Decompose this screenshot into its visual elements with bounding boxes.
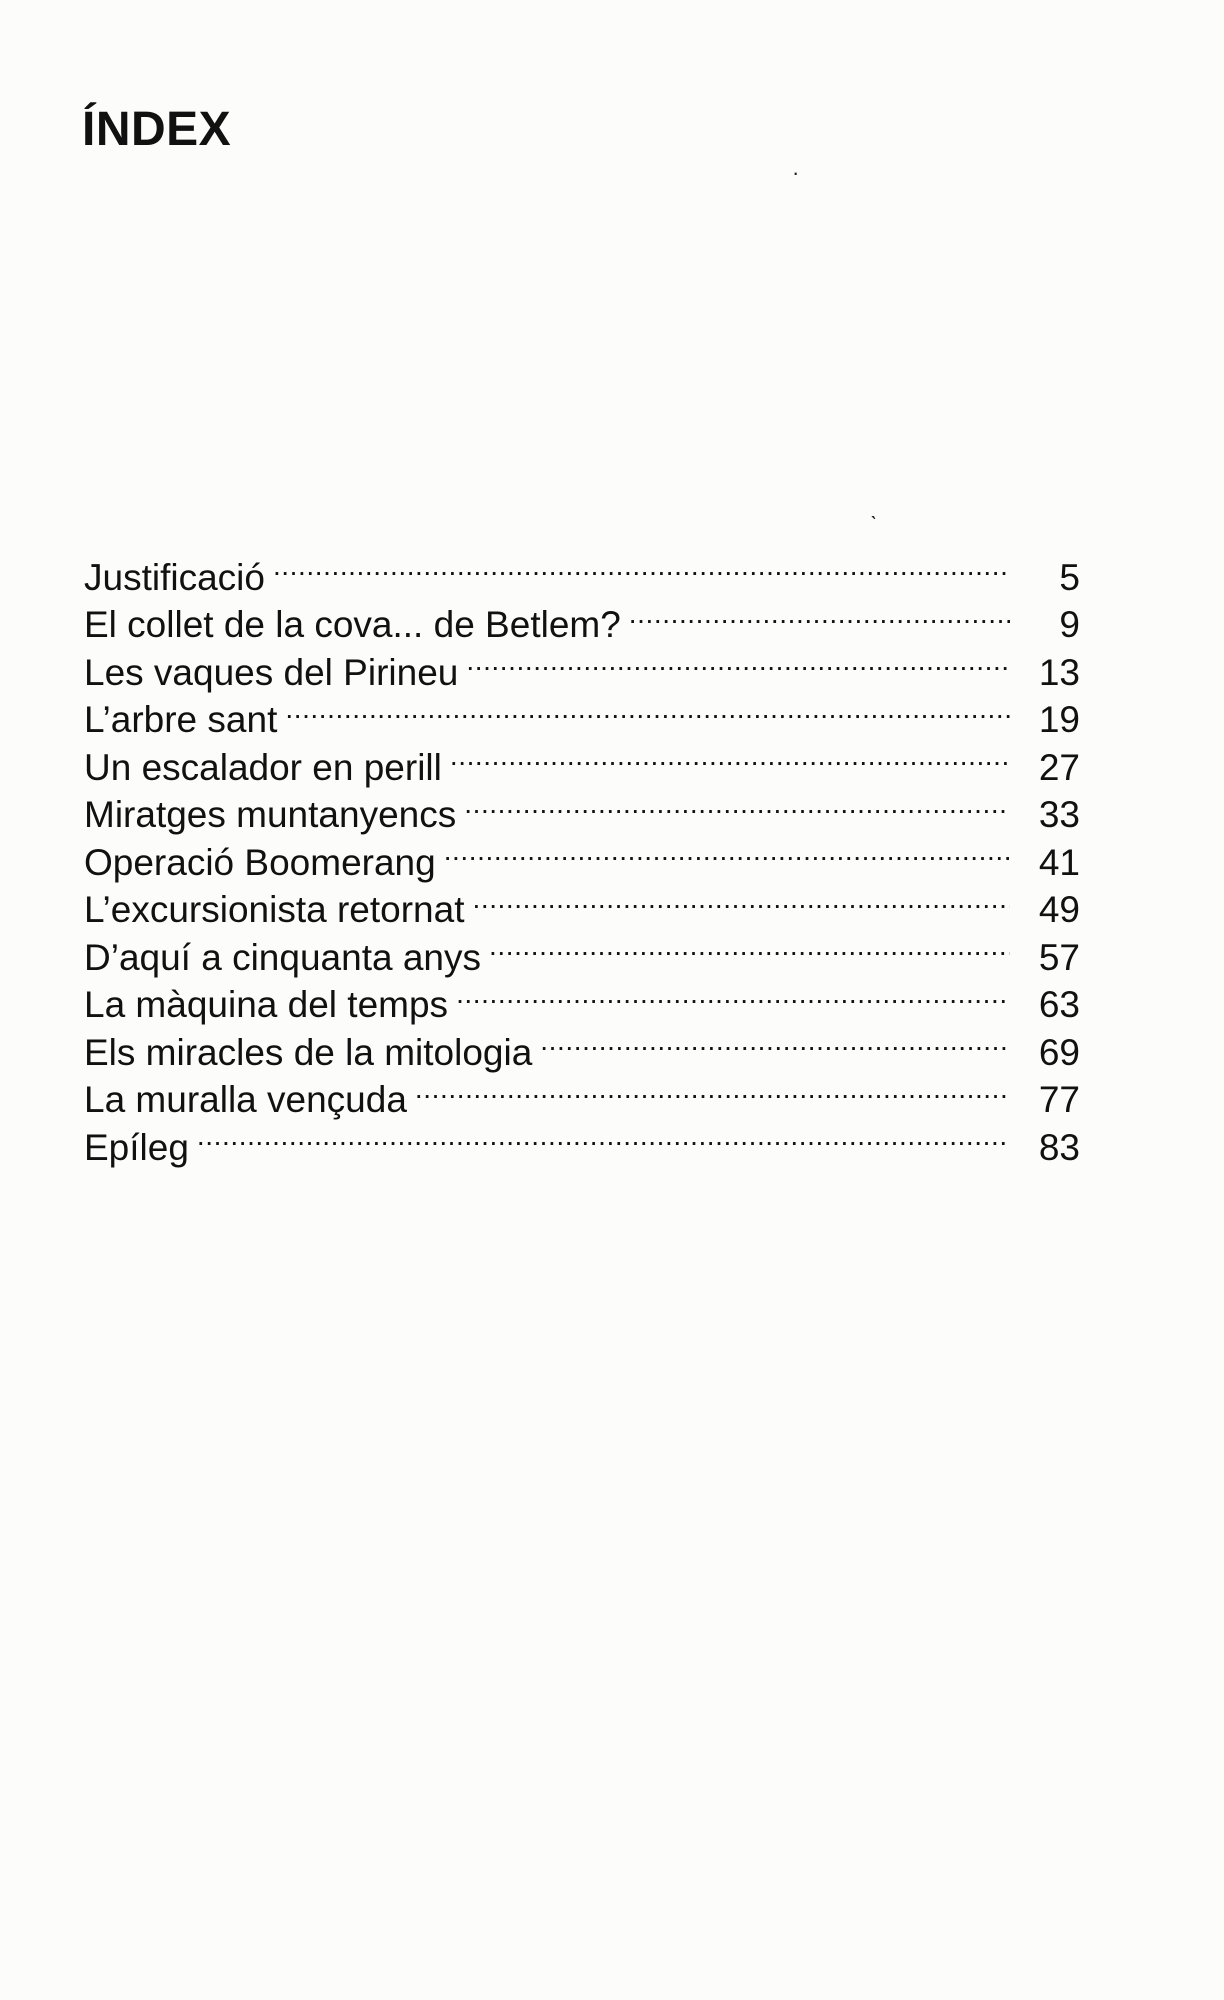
toc-entry-page: 41 [1038, 841, 1080, 883]
toc-entry-title: L’excursionista retornat [84, 889, 465, 930]
bleed-through-text [120, 95, 1100, 502]
dot-leader [415, 1065, 1010, 1113]
dot-leader [629, 590, 1010, 638]
toc-entry-title: Justificació [84, 556, 265, 598]
print-speck: ˋ [870, 512, 878, 537]
toc-entry-page: 77 [1038, 1079, 1080, 1120]
toc-entry-page: 13 [1038, 651, 1080, 693]
page-title: ÍNDEX [82, 103, 232, 156]
toc-entry-title: Els miracles de la mitologia [84, 1031, 533, 1073]
toc-entry-page: 5 [1059, 556, 1080, 598]
toc-entry-page: 33 [1038, 794, 1080, 835]
dot-leader [444, 827, 1010, 875]
dot-leader [456, 970, 1010, 1018]
dot-leader [464, 780, 1010, 828]
table-of-contents [84, 542, 1080, 1168]
toc-entry-title: Miratges muntanyencs [84, 794, 457, 835]
dot-leader [540, 1017, 1010, 1065]
toc-entry-title: L’arbre sant [84, 699, 278, 740]
dot-leader [273, 542, 1010, 590]
toc-entry-title: Operació Boomerang [84, 841, 436, 883]
toc-entry-title: Un escalador en perill [84, 746, 442, 788]
dot-leader [489, 922, 1010, 970]
dot-leader [472, 875, 1010, 923]
toc-entry[interactable] [84, 542, 1080, 598]
toc-entry-title: La màquina del temps [84, 984, 449, 1025]
dot-leader [450, 732, 1010, 780]
toc-entry-title: Epíleg [84, 1126, 189, 1168]
print-speck: · [792, 160, 800, 185]
toc-entry-page: 27 [1038, 746, 1080, 788]
toc-entry-title: La muralla vençuda [84, 1079, 407, 1120]
toc-entry-page: 19 [1038, 699, 1080, 740]
dot-leader [285, 685, 1010, 733]
toc-entry-page: 69 [1038, 1031, 1080, 1073]
toc-entry-title: El collet de la cova... de Betlem? [84, 604, 621, 645]
toc-entry-page: 49 [1038, 889, 1080, 930]
dot-leader [197, 1112, 1010, 1160]
toc-entry-title: D’aquí a cinquanta anys [84, 936, 481, 978]
toc-entry-page: 9 [1059, 604, 1080, 645]
toc-entry-page: 57 [1038, 936, 1080, 978]
toc-entry[interactable] [84, 1112, 1080, 1168]
toc-entry-page: 83 [1038, 1126, 1080, 1168]
dot-leader [466, 637, 1010, 685]
toc-entry-title: Les vaques del Pirineu [84, 651, 459, 693]
toc-entry-page: 63 [1038, 984, 1080, 1025]
